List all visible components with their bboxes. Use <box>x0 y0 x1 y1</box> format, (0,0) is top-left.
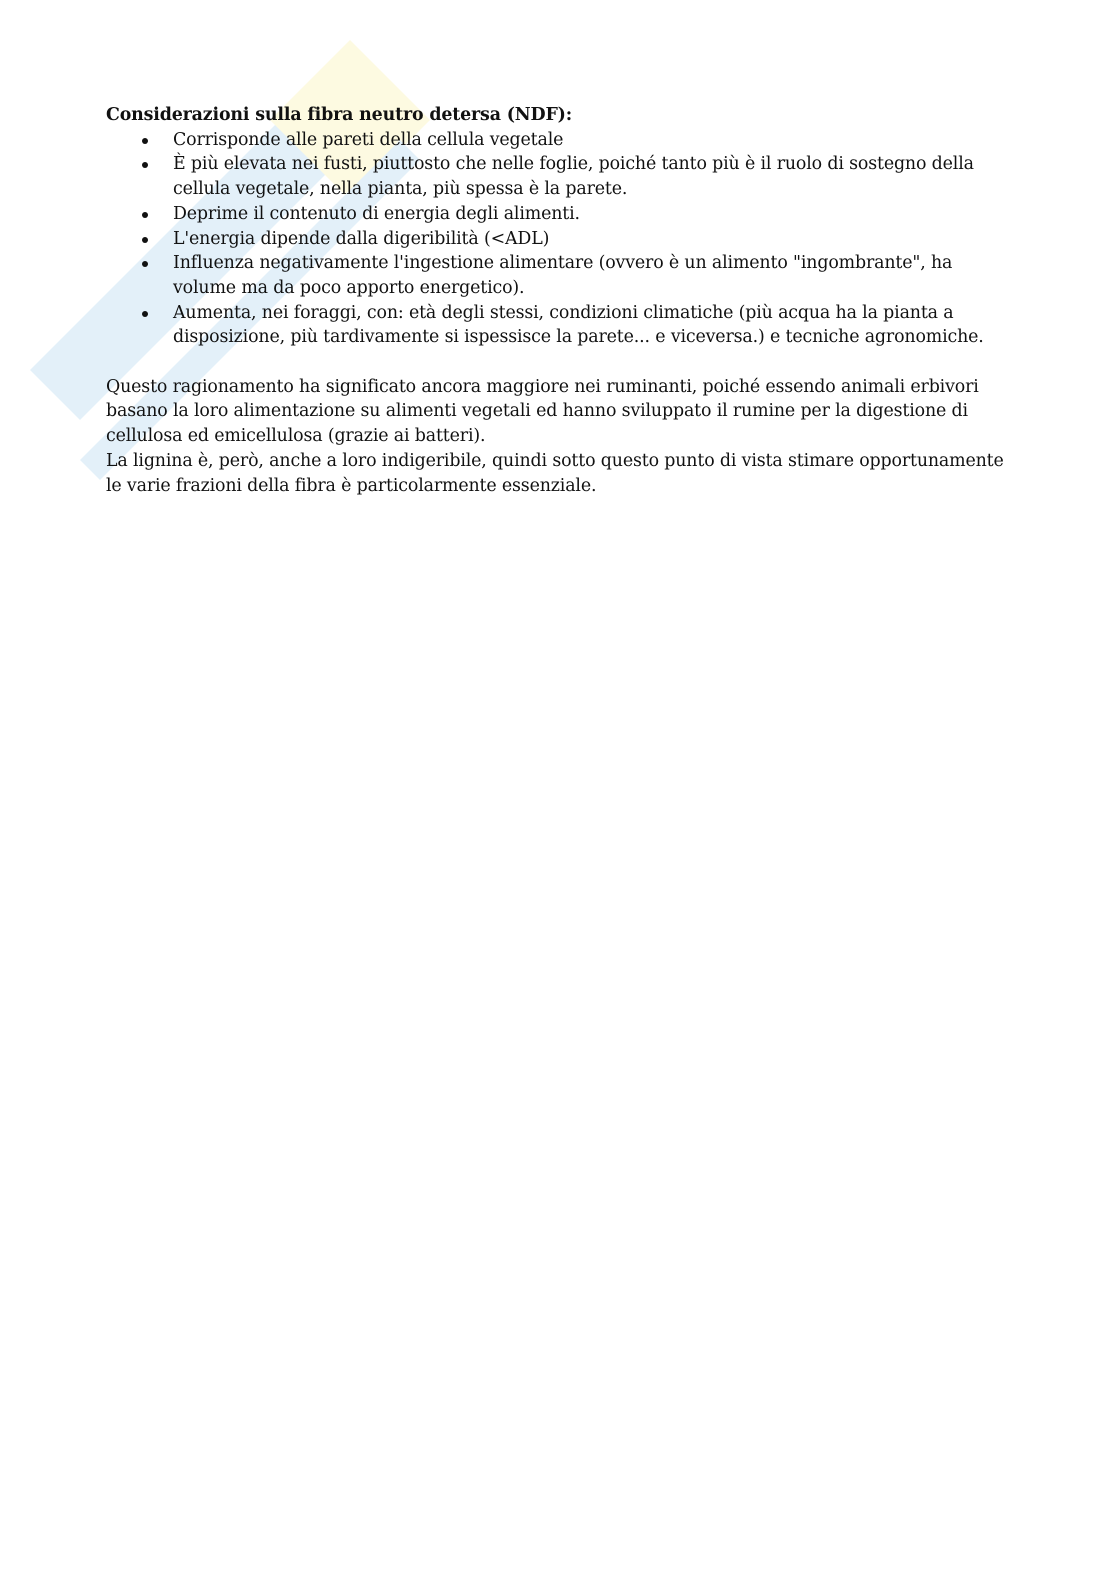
bullet-icon <box>142 138 148 144</box>
bullet-icon <box>142 311 148 317</box>
bullet-icon <box>142 212 148 218</box>
list-item <box>106 301 1016 350</box>
bullet-icon <box>142 237 148 243</box>
section-heading: Considerazioni sulla fibra neutro detersa (NDF): <box>106 105 573 125</box>
bullet-icon <box>142 162 148 168</box>
body-paragraph: La lignina è, però, anche a loro indigeribile, quindi sotto questo punto di vista stimare opportunamente le varie frazioni della fibra è particolarmente essenziale. <box>106 450 1004 496</box>
document-body <box>106 103 1016 498</box>
list-item <box>106 227 1016 252</box>
bullet-list <box>106 128 1016 350</box>
body-paragraph: Questo ragionamento ha significato ancora maggiore nei ruminanti, poiché essendo animali erbivori basano la loro alimentazione su alimenti vegetali ed hanno sviluppato il rumine per la digestione di cellulosa ed emicellulosa (grazie ai batteri). <box>106 376 979 447</box>
list-item <box>106 128 1016 153</box>
list-item-text: Aumenta, nei foraggi, con: età degli stessi, condizioni climatiche (più acqua ha la pianta a disposizione, più tardivamente si ispessisce la parete... e viceversa.) e tecniche agronomiche. <box>173 302 984 348</box>
list-item <box>106 152 1016 201</box>
bullet-icon <box>142 261 148 267</box>
list-item-text: L'energia dipende dalla digeribilità (<ADL) <box>173 228 550 249</box>
list-item-text: È più elevata nei fusti, piuttosto che nelle foglie, poiché tanto più è il ruolo di sostegno della cellula vegetale, nella pianta, più spessa è la parete. <box>173 154 974 200</box>
list-item-text: Corrisponde alle pareti della cellula vegetale <box>173 129 564 150</box>
paragraph-spacer <box>106 350 1016 375</box>
list-item <box>106 251 1016 300</box>
list-item-text: Influenza negativamente l'ingestione alimentare (ovvero è un alimento "ingombrante", ha volume ma da poco apporto energetico). <box>173 253 953 298</box>
list-item-text: Deprime il contenuto di energia degli alimenti. <box>173 203 580 224</box>
list-item <box>106 202 1016 227</box>
